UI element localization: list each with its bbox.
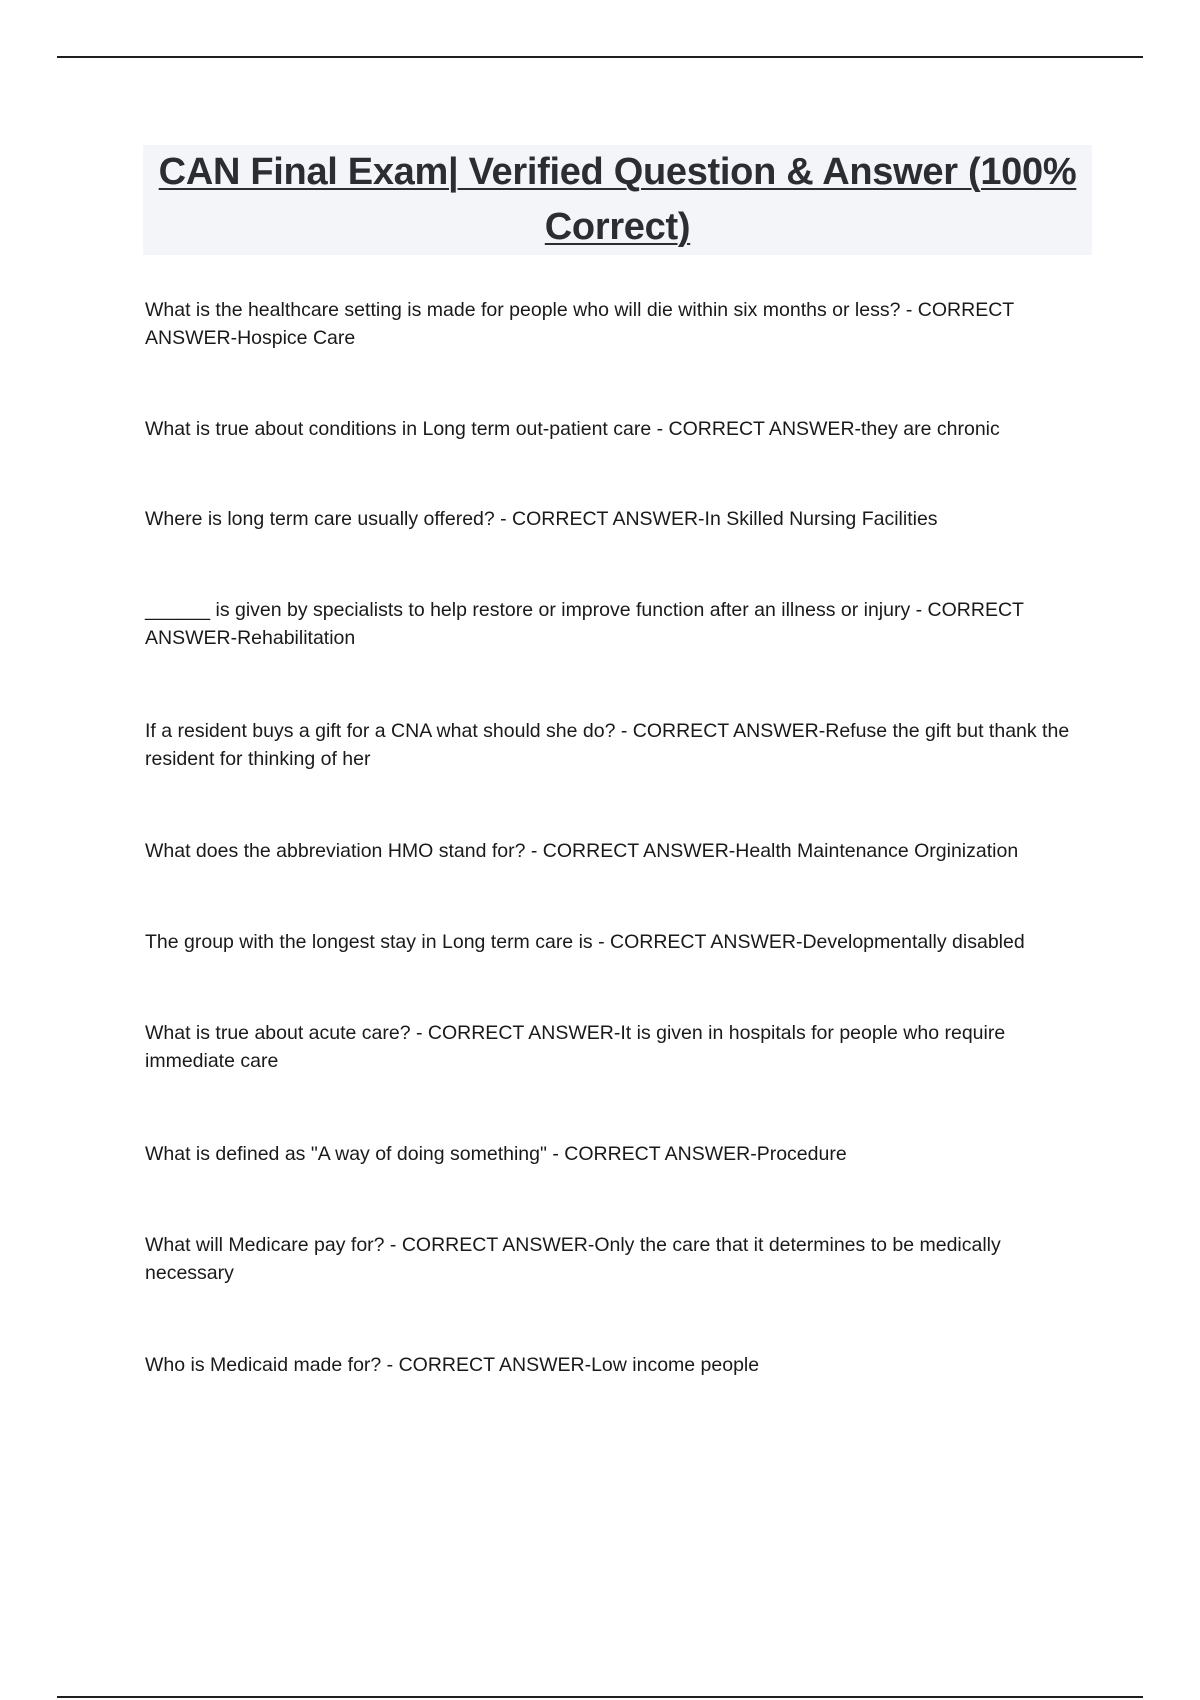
qa-item: Where is long term care usually offered? - CORRECT ANSWER-In Skilled Nursing Facilities bbox=[145, 508, 938, 530]
title-banner bbox=[143, 145, 1092, 255]
qa-item: What is the healthcare setting is made for people who will die within six months or less? - CORRECT ANSWER-Hospice Care bbox=[145, 299, 1014, 349]
bottom-divider bbox=[57, 1696, 1143, 1698]
qa-item: The group with the longest stay in Long term care is - CORRECT ANSWER-Developmentally disabled bbox=[145, 931, 1025, 953]
qa-item: What will Medicare pay for? - CORRECT ANSWER-Only the care that it determines to be medically necessary bbox=[145, 1234, 1001, 1284]
qa-item: Who is Medicaid made for? - CORRECT ANSWER-Low income people bbox=[145, 1354, 760, 1376]
qa-item: What is defined as "A way of doing something" - CORRECT ANSWER-Procedure bbox=[145, 1143, 847, 1165]
document-title: CAN Final Exam| Verified Question & Answer (100% Correct) bbox=[158, 151, 1077, 248]
qa-item: If a resident buys a gift for a CNA what should she do? - CORRECT ANSWER-Refuse the gift but thank the resident for thinking of her bbox=[145, 720, 1070, 770]
qa-item: ______ is given by specialists to help restore or improve function after an illness or injury - CORRECT ANSWER-Rehabilitation bbox=[145, 599, 1024, 649]
qa-item: What is true about conditions in Long term out-patient care - CORRECT ANSWER-they are chronic bbox=[145, 418, 1000, 440]
qa-item: What does the abbreviation HMO stand for? - CORRECT ANSWER-Health Maintenance Orginization bbox=[145, 840, 1019, 862]
top-divider bbox=[57, 56, 1143, 58]
qa-item: What is true about acute care? - CORRECT ANSWER-It is given in hospitals for people who require immediate care bbox=[145, 1022, 1006, 1072]
